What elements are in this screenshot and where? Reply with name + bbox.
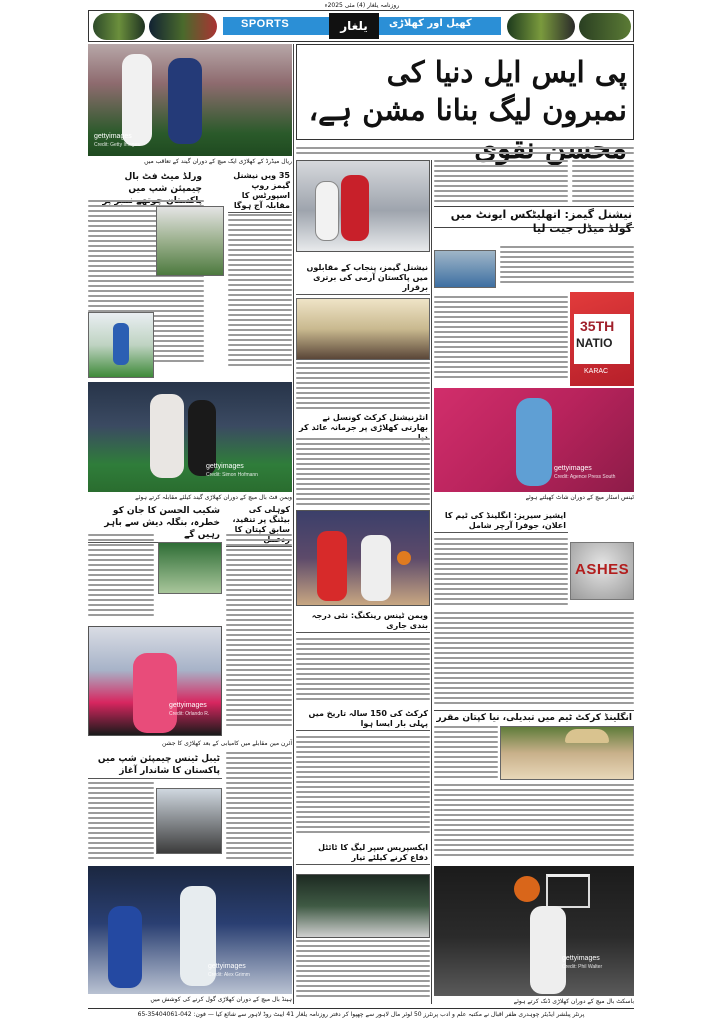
story-headline: ایکسپریس سپر لیگ کا ٹائٹل دفاع کرنے کیلئے تیار — [296, 842, 430, 865]
womens-basketball-photo — [296, 510, 430, 606]
story-headline: نیشنل گیمز، پنجاب کے مقابلوں میں پاکستان آرمی کی برتری برقرار — [296, 262, 430, 295]
story-headline: کرکٹ کی 150 سالہ تاریخ میں پہلی بار ایسا ہوا — [296, 708, 430, 731]
super-league-body — [296, 940, 430, 1002]
photo-caption: ٹینس اسٹار میچ کے دوران شاٹ کھیلتے ہوئے — [525, 494, 634, 501]
story-headline: ایشیز سیریز: انگلینڈ کی ٹیم کا اعلان، جوفرا آرچر شامل — [434, 510, 568, 533]
section-title-urdu: کھیل اور کھلاڑی — [389, 18, 472, 29]
player-blue-figure — [168, 58, 202, 144]
photo-caption: باسکٹ بال میچ کے دوران کھلاڑی ڈنک کرتے ہوئے — [513, 998, 634, 1005]
player-red-figure — [317, 531, 347, 601]
story-body-text — [296, 638, 430, 704]
masthead-thumb-right-2 — [579, 13, 631, 40]
basketball-ball — [397, 551, 411, 565]
football-team-photo — [156, 206, 224, 276]
lower-right-story — [434, 784, 634, 862]
section-masthead — [88, 10, 634, 42]
hat-shape — [565, 729, 609, 743]
story-body-text — [572, 160, 634, 204]
cricket-coach-photo — [500, 726, 634, 780]
photo-caption: آئرن مین مقابلے میں کامیابی کے بعد کھلاڑی کا جشن — [161, 740, 292, 747]
ashes-story — [434, 510, 568, 610]
main-story-col-c — [572, 160, 634, 204]
masthead-thumb-left-2 — [149, 13, 217, 40]
main-story-lead — [296, 144, 634, 158]
army-story — [434, 292, 568, 384]
logo-word: NATIO — [576, 336, 613, 350]
imprint-footer: پرنٹر پبلشر ایڈیٹر چوہدری ظفر اقبال نے مکتبہ علم و ادب پرنٹرز 50 لوئر مال لاہور سے چھپوا کر دفتر روزنامہ یلغار 41 ایبٹ روڈ لاہور سے شائع کیا — فون: 042-35404061-65 — [88, 1008, 634, 1020]
england-headline-box — [434, 710, 634, 726]
masthead-thumb-right-1 — [507, 13, 575, 40]
photo-credit: gettyimages Credit: Agence Press South — [554, 465, 616, 480]
story-body-text — [434, 612, 634, 708]
left-story-2 — [228, 170, 292, 380]
tennis-photo — [434, 388, 634, 492]
cricket-history-story — [296, 708, 430, 838]
story-body-text — [226, 752, 292, 862]
story-headline: ورلڈ میٹ فٹ بال چیمپئن شپ میں — [88, 170, 204, 221]
story-body-text — [228, 214, 292, 374]
masthead-thumb-left-1 — [93, 13, 145, 40]
cricketer-photo — [158, 542, 222, 594]
story-body-text — [434, 160, 568, 204]
athlete-javelin-photo — [434, 250, 496, 288]
story-headline: شکیب الحسن کا جان کو خطرہ، بنگلہ دیش سے باہر رہیں گے — [88, 504, 222, 543]
column-rule — [293, 44, 294, 1004]
football-photo — [88, 44, 292, 156]
story-headline: 35 ویں نیشنل گیمز روپ اسپورٹس کا مقابلہ آج ہوگا — [228, 170, 292, 213]
jump-rope-photo — [88, 312, 154, 378]
story-body-text — [296, 736, 430, 836]
ashes-logo-text: ASHES — [575, 561, 630, 578]
photo-caption: ریال میڈرڈ کے کھلاڑی ایک میچ کے دوران گیند کے تعاقب میں — [144, 158, 292, 165]
ashes-logo — [570, 542, 634, 600]
tennis-player-figure — [516, 398, 552, 486]
story-headline: کوہلی کی بیٹنگ پر تنقید، سابق کپتان کا — [226, 504, 292, 547]
photo-credit: gettyimages Credit: Simon Hofmann — [206, 463, 258, 478]
athletics-headline-box — [434, 206, 634, 235]
super-league-headline-box — [296, 842, 430, 872]
basketball-dunk-photo — [434, 866, 634, 996]
main-story-col-b — [434, 160, 568, 204]
national-games-ceremony-photo — [296, 298, 430, 360]
story-body-text — [296, 438, 430, 508]
player-blue-figure — [108, 906, 142, 988]
national-games-story — [296, 262, 430, 296]
story-body-text — [434, 726, 498, 780]
logo-number: 35TH — [580, 318, 615, 334]
handball-photo — [88, 866, 292, 994]
story-body-text — [296, 940, 430, 1000]
national-games-logo — [570, 292, 634, 386]
left-story-4 — [226, 504, 292, 744]
column-rule — [431, 160, 432, 1004]
main-headline-box — [296, 44, 634, 140]
ice-hockey-photo — [296, 160, 430, 252]
issue-date-line: روزنامہ یلغار (4) مئی 2025ء — [324, 2, 400, 9]
photo-credit: gettyimages Credit: Alex Grimm — [208, 963, 250, 978]
tennis-rankings-story — [296, 610, 430, 704]
player-red-figure — [341, 175, 369, 241]
story-body-text — [434, 538, 568, 610]
story-headline: ویمن ٹینس رینکنگ: نئی درجہ بندی جاری — [296, 610, 430, 633]
story-headline: ٹیبل ٹینس چیمپئن شپ میں پاکستان کا شاندار آغاز — [88, 752, 222, 779]
story-headline: انگلینڈ کرکٹ ٹیم میں تبدیلی، نیا کپتان مقرر — [436, 713, 632, 723]
basketball-hoop — [546, 874, 590, 908]
story-headline: نیشنل گیمز: اتھلیٹکس ایونٹ میں گولڈ میڈل جیت لیا — [450, 208, 632, 235]
icc-story — [296, 412, 430, 508]
athlete-figure — [113, 323, 129, 365]
athlete-figure — [133, 653, 177, 733]
team-celebration-photo — [296, 874, 430, 938]
ironman-photo — [88, 626, 222, 736]
photo-credit: gettyimages Credit: Getty Images — [94, 133, 140, 148]
logo-city: KARAC — [584, 368, 609, 375]
national-games-body — [296, 362, 430, 410]
basketball-ball — [514, 876, 540, 902]
photo-caption: ویمن فٹ بال میچ کے دوران کھلاڑی گیند کیلئے مقابلہ کرتے ہوئے — [135, 494, 292, 501]
player-white-figure — [150, 394, 184, 478]
womens-football-photo — [88, 382, 292, 492]
story-body-text — [434, 296, 568, 382]
player-figure — [530, 906, 566, 994]
player-white-figure — [361, 535, 391, 601]
athlete-portrait-photo — [156, 788, 222, 854]
story-body-text — [88, 782, 154, 862]
story-body-text — [296, 362, 430, 410]
cricket-side-story — [434, 612, 634, 708]
story-body-text — [500, 246, 634, 288]
story-headline: انٹرنیشنل کرکٹ کونسل نے بھارتی کھلاڑی پر جرمانہ عائد کر — [296, 412, 430, 445]
left-story-6 — [226, 752, 292, 864]
england-story-body — [434, 726, 498, 780]
photo-caption: ہینڈ بال میچ کے دوران کھلاڑی گول کرنے کی کوشش میں — [150, 996, 292, 1003]
player-white-figure — [315, 181, 339, 241]
photo-credit: gettyimages Credit: Phil Walter — [562, 955, 603, 970]
sports-label: SPORTS — [241, 18, 290, 30]
story-body-text — [296, 147, 634, 157]
story-body-text — [434, 784, 634, 862]
newspaper-logo: یلغار — [329, 13, 379, 39]
story-body-text — [226, 534, 292, 734]
photo-credit: gettyimages Credit: Orlando R. — [169, 702, 210, 717]
main-headline: پی ایس ایل دنیا کی نمبرون لیگ بنانا مشن ہے، — [308, 55, 627, 127]
story-body-text — [88, 534, 154, 622]
